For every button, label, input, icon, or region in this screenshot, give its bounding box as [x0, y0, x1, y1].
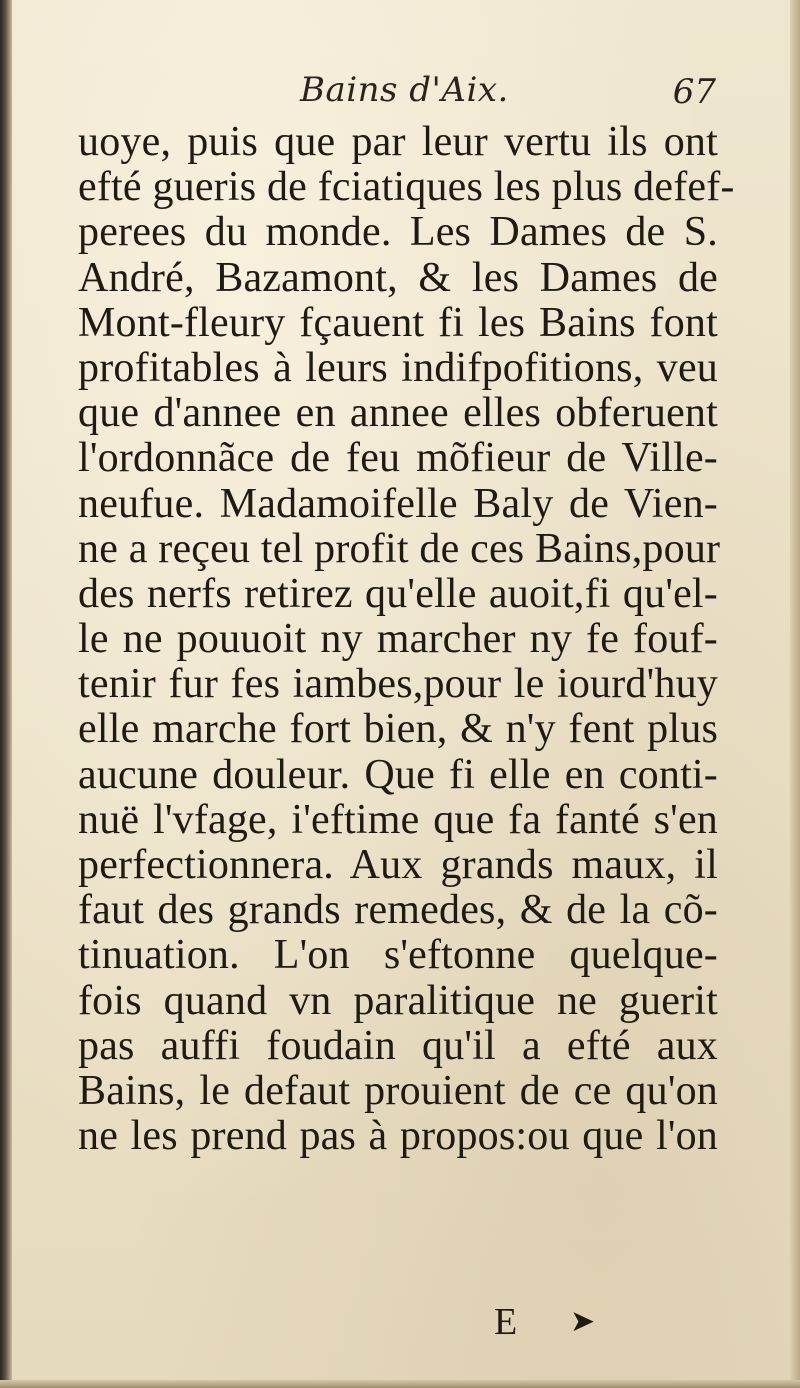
text-line: profitables à leurs indifpofitions, veu: [78, 344, 718, 391]
text-line: faut des grands remedes, & de la cõ-: [78, 887, 718, 934]
body-text: [78, 119, 735, 1160]
text-line: ne les prend pas à propos:ou que l'on: [78, 1113, 718, 1160]
text-line: tinuation. L'on s'eftonne quelque-: [78, 932, 718, 979]
text-line: aucune douleur. Que fi elle en conti-: [78, 751, 718, 798]
page-number: 67: [672, 72, 716, 112]
page-edge-right: [790, 0, 800, 1388]
running-head-title: Bains d'Aix.: [300, 70, 509, 110]
text-line: l'ordonnãce de feu mõfieur de Ville-: [78, 435, 718, 482]
text-line: le ne pouuoit ny marcher ny fe fouf-: [78, 616, 718, 663]
text-line: perfectionnera. Aux grands maux, il: [78, 842, 718, 888]
text-line: André, Bazamont, & les Dames de: [78, 254, 718, 301]
text-line: tenir fur fes iambes,pour le iourd'huy: [78, 661, 718, 708]
text-line: perees du monde. Les Dames de S.: [78, 209, 718, 256]
text-line: fois quand vn paralitique ne guerit: [78, 977, 718, 1024]
text-line: des nerfs retirez qu'elle auoit,fi qu'el-: [78, 570, 718, 617]
text-line: Mont-fleury fçauent fi les Bains font: [78, 299, 718, 346]
text-line: ne a reçeu tel profit de ces Bains,pour: [78, 525, 721, 572]
text-line: elle marche fort bien, & n'y fent plus: [78, 706, 718, 753]
binding-shadow: [0, 0, 12, 1388]
page-edge-bottom: [0, 1380, 800, 1388]
running-head: [60, 62, 720, 118]
catchword-arrow-icon: ➤: [570, 1305, 596, 1338]
signature-mark: E: [494, 1301, 518, 1343]
text-line: que d'annee en annee elles obferuent: [78, 390, 718, 437]
text-line: Bains, le defaut prouient de ce qu'on: [78, 1067, 718, 1114]
text-line: efté gueris de fciatiques les plus defef-: [78, 164, 735, 211]
text-line: nuë l'vfage, i'eftime que fa fanté s'en: [78, 796, 718, 843]
text-line: neufue. Madamoifelle Baly de Vien-: [78, 480, 718, 527]
text-line: pas auffi foudain qu'il a efté aux: [78, 1022, 718, 1069]
text-line: uoye, puis que par leur vertu ils ont: [78, 119, 718, 165]
signature-line: [78, 1298, 718, 1348]
